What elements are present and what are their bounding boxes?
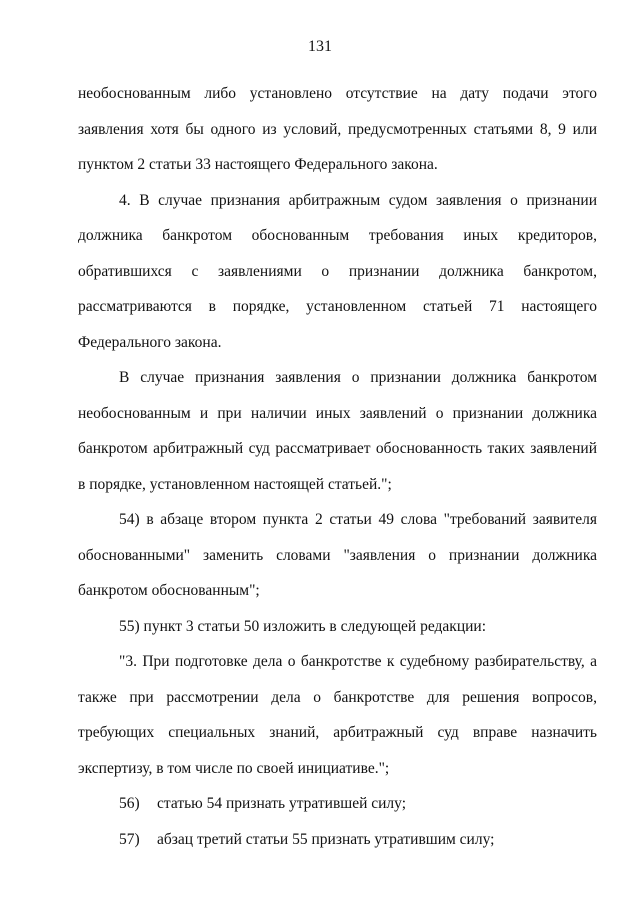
document-body: [78, 76, 597, 857]
paragraph-item-55: 55) пункт 3 статьи 50 изложить в следующей редакции:: [119, 617, 487, 635]
item-number: 57): [119, 830, 140, 848]
item-text: статью 54 признать утратившей силу;: [157, 795, 407, 812]
paragraph-point-4: 4. В случае признания арбитражным судом заявления о признании должника банкротом обоснованным требования иных кредиторов, обратившихся с заявлениями о признании должника банкротом, рассматриваются в порядке, установленном статьей 71 настоящего Федерального закона.: [78, 191, 597, 351]
paragraph-item-54: 54) в абзаце втором пункта 2 статьи 49 слова "требований заявителя обоснованными" заменить словами "заявления о признании должника банкротом обоснованным";: [78, 511, 597, 599]
paragraph-quoted-point-3: "3. При подготовке дела о банкротстве к судебному разбирательству, а также при рассмотрении дела о банкротстве для решения вопросов, требующих специальных знаний, арбитражный суд вправе назначить экспертизу, в том числе по своей инициативе.";: [78, 653, 597, 777]
item-text: абзац третий статьи 55 признать утратившим силу;: [157, 830, 495, 848]
page-number: 131: [308, 38, 332, 55]
list-item-57: [78, 822, 597, 858]
list-item-56: [78, 786, 597, 822]
item-number: 56): [119, 795, 140, 812]
paragraph-unfounded-claim: В случае признания заявления о признании должника банкротом необоснованным и при наличии иных заявлений о признании должника банкротом арбитражный суд рассматривает обоснованность таких заявлений в порядке, установленном настоящей статьей.";: [78, 369, 597, 493]
paragraph-continuation: необоснованным либо установлено отсутствие на дату подачи этого заявления хотя бы одного из условий, предусмотренных статьями 8, 9 или пунктом 2 статьи 33 настоящего Федерального закона.: [78, 85, 597, 173]
